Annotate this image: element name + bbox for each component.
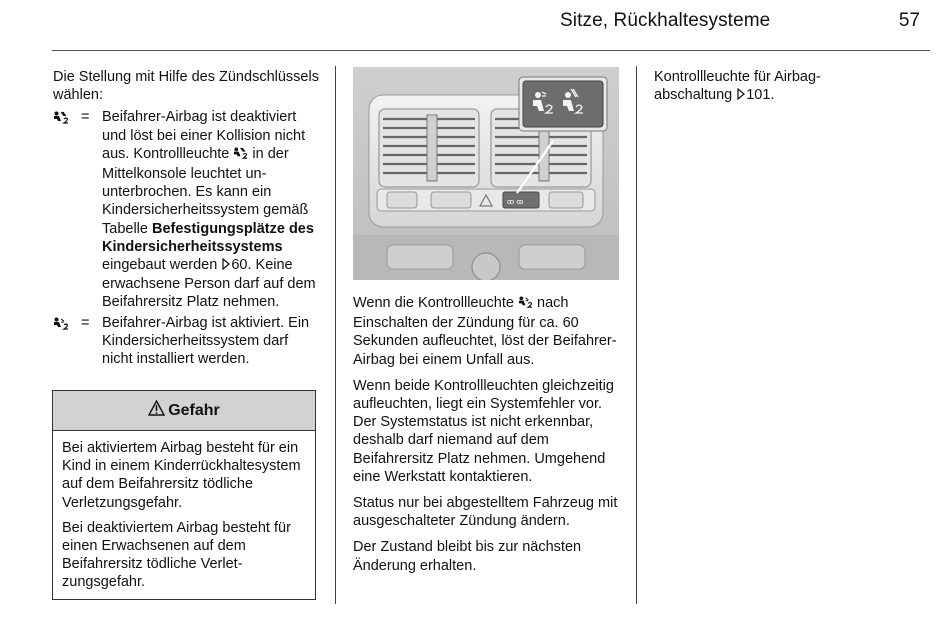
right-column xyxy=(654,68,874,113)
middle-paragraph-3: Status nur bei abgestelltem Fahrzeug mit ausgeschalteter Zündung ändern. xyxy=(353,495,618,530)
airbag-on-icon xyxy=(518,296,533,314)
svg-text:ꝏ ꝏ: ꝏ ꝏ xyxy=(507,198,524,206)
equals-sign: = xyxy=(81,109,90,126)
page-ref-60[interactable]: 60 xyxy=(231,257,248,274)
middle-paragraph-1 xyxy=(353,294,625,369)
airbag-off-icon xyxy=(53,108,81,311)
definition-airbag-off xyxy=(53,108,323,311)
airbag-on-icon xyxy=(53,314,81,369)
warning-triangle-icon xyxy=(148,400,165,421)
definition-airbag-on xyxy=(53,314,323,369)
right-text: Kontrollleuchte für Airbagabschaltung xyxy=(654,69,821,104)
danger-body xyxy=(53,431,315,607)
def-off-text-4: . Keine erwachsene Person darf auf dem Beifahrersitz Platz nehmen. xyxy=(102,257,316,311)
column-divider-left xyxy=(335,66,336,604)
table-reference-bold: Befestigungsplätze des Kindersicherheitssystems xyxy=(102,220,314,255)
column-divider-right xyxy=(636,66,637,604)
header-divider xyxy=(52,50,930,51)
def-off-text-2: in der Mittelkonsole leuchtet ununterbrochen. Es kann ein Kindersicherheitssystem gemäß Tabelle xyxy=(102,145,309,237)
page-ref-arrow-icon xyxy=(736,87,746,105)
definition-on-text: Beifahrer-Airbag ist aktiviert. Ein Kindersicherheitssystem darf nicht installiert werden. xyxy=(102,314,310,368)
danger-paragraph-2: Bei deaktiviertem Airbag besteht für einen Erwachsenen auf dem Beifahrersitz tödliche Verletzungsgefahr. xyxy=(62,519,291,591)
danger-box xyxy=(52,390,316,600)
middle-paragraph-4: Der Zustand bleibt bis zur nächsten Änderung erhalten. xyxy=(353,539,582,574)
right-paragraph xyxy=(654,68,874,105)
def-off-text-1: Beifahrer-Airbag ist deaktiviert und löst bei einer Kollision nicht aus. Kontrollleuchte xyxy=(102,109,306,162)
def-off-text-3: eingebaut werden xyxy=(102,257,222,274)
page-number: 57 xyxy=(898,10,920,31)
page-title: Sitze, Rückhaltesysteme xyxy=(560,10,771,31)
console-illustration xyxy=(353,67,619,280)
middle-p1-b: nach Einschalten der Zündung für ca. 60 Sekunden aufleuchtet, löst der Beifahrer-Airbag bei einem Unfall aus. xyxy=(353,295,617,368)
middle-p1-a: Wenn die Kontrollleuchte xyxy=(353,295,518,311)
right-text-end: . xyxy=(770,87,775,104)
middle-paragraph-2: Wenn beide Kontrollleuchten gleichzeitig aufleuchten, liegt ein Systemfehler vor. Der Systemstatus ist nicht erkennbar, deshalb darf niemand auf dem Beifahrersitz Platz nehmen. Umgehend eine Werkstatt kontaktieren. xyxy=(353,377,614,485)
page-ref-101[interactable]: 101 xyxy=(746,87,771,104)
middle-column xyxy=(353,294,625,583)
danger-paragraph-1: Bei aktiviertem Airbag besteht für ein Kind in einem Kinderrückhaltesystem auf dem Beifahrersitz tödliche Verletzungsgefahr. xyxy=(62,440,301,511)
airbag-off-icon xyxy=(233,147,248,165)
page-ref-arrow-icon xyxy=(221,257,231,275)
danger-title: Gefahr xyxy=(168,401,220,419)
equals-sign: = xyxy=(81,314,90,331)
intro-text: Die Stellung mit Hilfe des Zündschlüssels wählen: xyxy=(53,69,319,104)
definition-off-text xyxy=(102,108,316,311)
left-column xyxy=(53,68,323,370)
danger-header xyxy=(53,391,315,431)
center-console-photo xyxy=(353,67,619,280)
